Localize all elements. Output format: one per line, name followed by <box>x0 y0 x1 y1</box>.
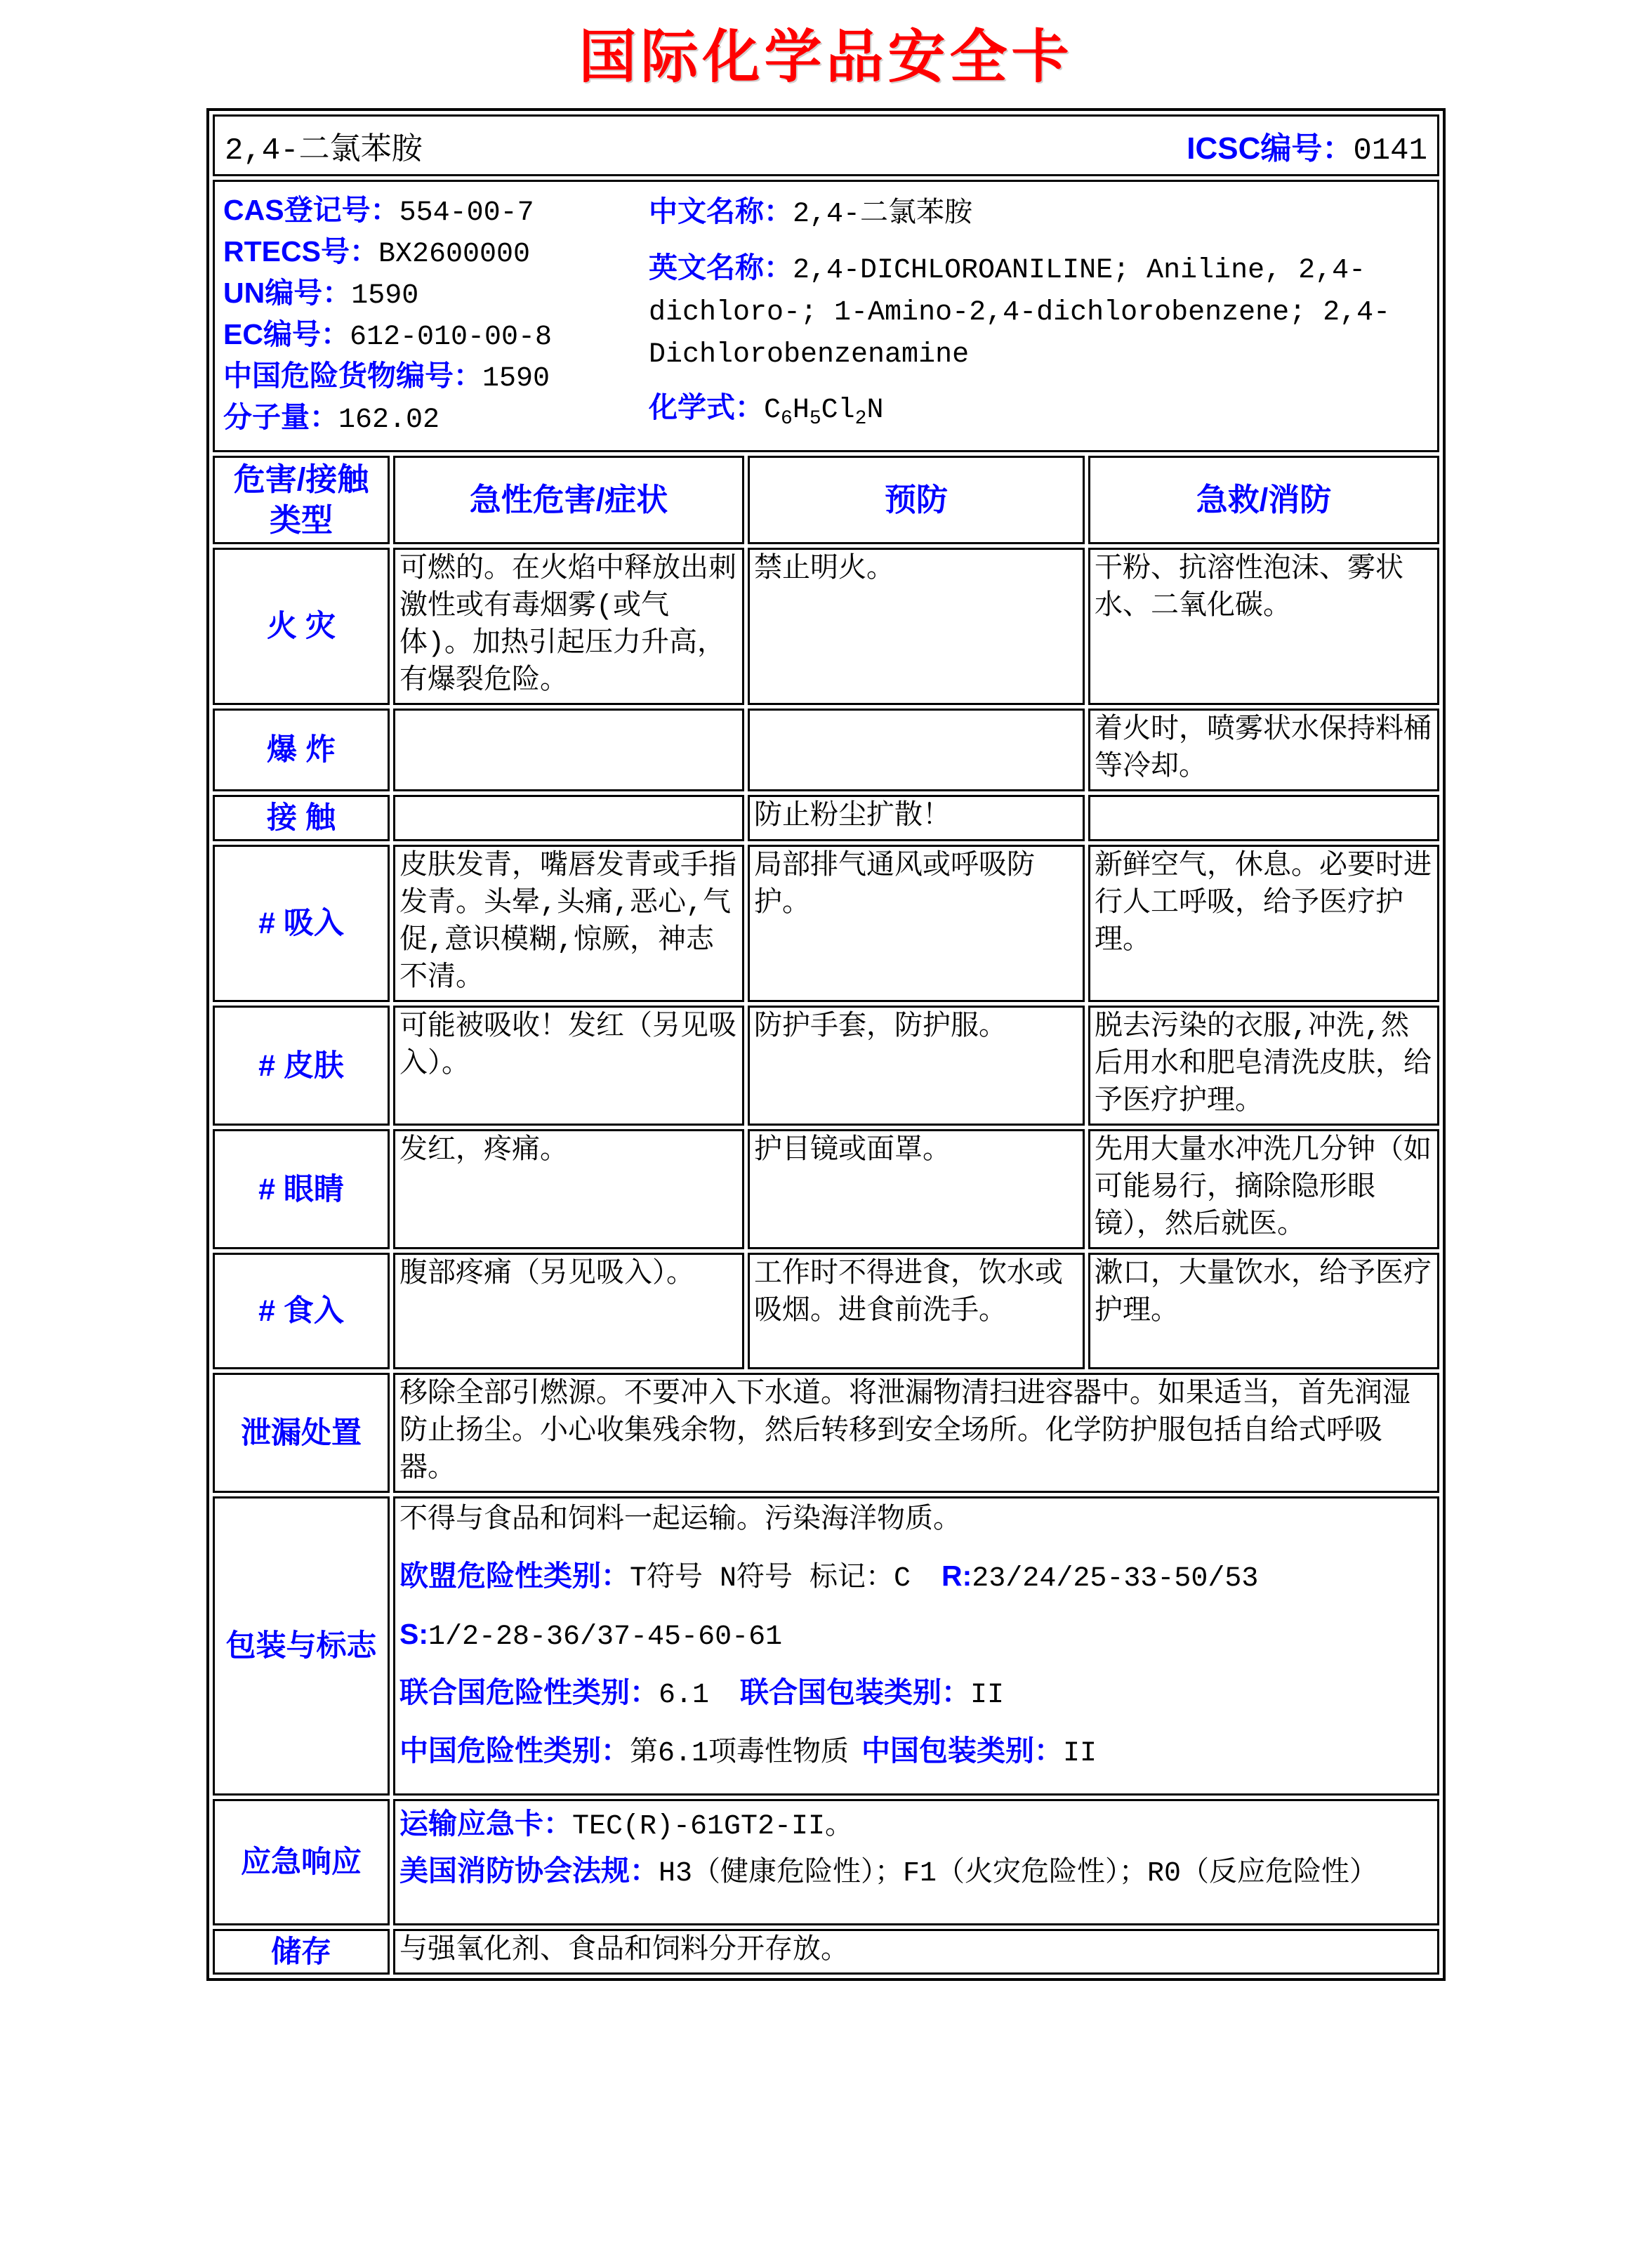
packaging-cell <box>393 1496 1439 1796</box>
hazard-header-row <box>213 456 1439 544</box>
row-label-ingestion: # 食入 <box>213 1253 390 1369</box>
row-contact <box>213 795 1439 841</box>
substance-name: 2,4-二氯苯胺 <box>225 133 423 169</box>
chemical-formula: 化学式：$C_6H_5Cl_2N$ <box>649 391 884 430</box>
packaging-cn-classification: 中国危险性类别：第6.1项毒性物质 中国包装类别：II <box>399 1734 1097 1770</box>
row-label-spillage: 泄漏处置 <box>213 1373 390 1493</box>
row-explosion <box>213 709 1439 791</box>
ingestion-prevention: 工作时不得进食，饮水或吸烟。进食前洗手。 <box>748 1253 1085 1369</box>
row-label-fire: 火 灾 <box>213 548 390 705</box>
row-ingestion <box>213 1253 1439 1369</box>
identifiers-cell <box>213 180 1439 452</box>
identifier-list <box>223 192 649 439</box>
skin-response: 脱去污染的衣服,冲洗,然后用水和肥皂清洗皮肤，给予医疗护理。 <box>1088 1006 1439 1126</box>
un-number: UN编号：1590 <box>223 277 419 312</box>
row-label-inhalation: # 吸入 <box>213 845 390 1002</box>
packaging-eu-classification: 欧盟危险性类别：T符号 N符号 标记：C R:23/24/25-33-50/53 <box>399 1560 1259 1595</box>
row-storage <box>213 1929 1439 1975</box>
spillage-text: 移除全部引燃源。不要冲入下水道。将泄漏物清扫进容器中。如果适当，首先润湿防止扬尘。小心收集残余物，然后转移到安全场所。化学防护服包括自给式呼吸器。 <box>393 1373 1439 1493</box>
row-eyes <box>213 1129 1439 1249</box>
english-name: 英文名称：2,4-DICHLOROANILINE; Aniline, 2,4-dichloro-; 1-Amino-2,4-dichlorobenzene; 2,4-Dichlorobenzenamine <box>649 251 1391 371</box>
explosion-symptoms <box>393 709 744 791</box>
inhalation-symptoms: 皮肤发青，嘴唇发青或手指发青。头晕,头痛,恶心,气促,意识模糊,惊厥，神志不清。 <box>393 845 744 1002</box>
skin-prevention: 防护手套，防护服。 <box>748 1006 1085 1126</box>
packaging-s-phrases: S:1/2-28-36/37-45-60-61 <box>399 1618 783 1653</box>
icsc-number <box>1187 123 1427 169</box>
explosion-prevention <box>748 709 1085 791</box>
ec-number: EC编号：612-010-00-8 <box>223 318 553 353</box>
storage-text: 与强氧化剂、食品和饲料分开存放。 <box>393 1929 1439 1975</box>
ingestion-response: 漱口，大量饮水，给予医疗护理。 <box>1088 1253 1439 1369</box>
emergency-cell <box>393 1799 1439 1925</box>
identifiers-row <box>213 180 1439 452</box>
row-label-storage: 储存 <box>213 1929 390 1975</box>
header-acute-symptoms: 急性危害/症状 <box>393 456 744 544</box>
eyes-symptoms: 发红，疼痛。 <box>393 1129 744 1249</box>
packaging-un-classification: 联合国危险性类别：6.1 联合国包装类别：II <box>399 1676 1005 1711</box>
icsc-page <box>0 24 1652 2266</box>
row-label-eyes: # 眼睛 <box>213 1129 390 1249</box>
inhalation-prevention: 局部排气通风或呼吸防护。 <box>748 845 1085 1002</box>
header-prevention: 预防 <box>748 456 1085 544</box>
eyes-response: 先用大量水冲洗几分钟（如可能易行，摘除隐形眼镜），然后就医。 <box>1088 1129 1439 1249</box>
eyes-prevention: 护目镜或面罩。 <box>748 1129 1085 1249</box>
fire-response: 干粉、抗溶性泡沫、雾状水、二氧化碳。 <box>1088 548 1439 705</box>
cas-number: CAS登记号：554-00-7 <box>223 194 534 229</box>
skin-symptoms: 可能被吸收！发红（另见吸入）。 <box>393 1006 744 1126</box>
inhalation-response: 新鲜空气，休息。必要时进行人工呼吸，给予医疗护理。 <box>1088 845 1439 1002</box>
row-skin <box>213 1006 1439 1126</box>
row-label-explosion: 爆 炸 <box>213 709 390 791</box>
page-title: 国际化学品安全卡 <box>579 25 1073 89</box>
contact-prevention: 防止粉尘扩散！ <box>748 795 1085 841</box>
molecular-weight: 分子量：162.02 <box>223 401 440 436</box>
contact-response <box>1088 795 1439 841</box>
row-label-contact: 接 触 <box>213 795 390 841</box>
name-list <box>649 192 1429 439</box>
row-fire <box>213 548 1439 705</box>
header-firstaid-firefighting: 急救/消防 <box>1088 456 1439 544</box>
explosion-response: 着火时，喷雾状水保持料桶等冷却。 <box>1088 709 1439 791</box>
icsc-card-table <box>206 108 1446 1981</box>
chinese-name: 中文名称：2,4-二氯苯胺 <box>649 195 973 230</box>
row-packaging <box>213 1496 1439 1796</box>
row-label-skin: # 皮肤 <box>213 1006 390 1126</box>
fire-symptoms: 可燃的。在火焰中释放出刺激性或有毒烟雾(或气体)。加热引起压力升高，有爆裂危险。 <box>393 548 744 705</box>
rtecs-number: RTECS号：BX2600000 <box>223 235 531 270</box>
header-hazard-type: 危害/接触 类型 <box>213 456 390 544</box>
card-header-row <box>213 114 1439 176</box>
contact-symptoms <box>393 795 744 841</box>
row-emergency <box>213 1799 1439 1925</box>
row-spillage <box>213 1373 1439 1493</box>
china-dg-number: 中国危险货物编号：1590 <box>223 360 550 395</box>
fire-prevention: 禁止明火。 <box>748 548 1085 705</box>
icsc-number-label: ICSC编号： <box>1187 131 1354 166</box>
packaging-transport-note: 不得与食品和饲料一起运输。污染海洋物质。 <box>399 1505 961 1536</box>
card-header-cell <box>213 114 1439 176</box>
row-label-emergency: 应急响应 <box>213 1799 390 1925</box>
ingestion-symptoms: 腹部疼痛（另见吸入）。 <box>393 1253 744 1369</box>
icsc-number-value: 0141 <box>1353 133 1427 169</box>
emergency-tec-card: 运输应急卡：TEC(R)-61GT2-II。 <box>399 1807 854 1843</box>
emergency-nfpa-code: 美国消防协会法规：H3（健康危险性）；F1（火灾危险性）；R0（反应危险性） <box>399 1855 1378 1890</box>
row-inhalation <box>213 845 1439 1002</box>
row-label-packaging: 包装与标志 <box>213 1496 390 1796</box>
